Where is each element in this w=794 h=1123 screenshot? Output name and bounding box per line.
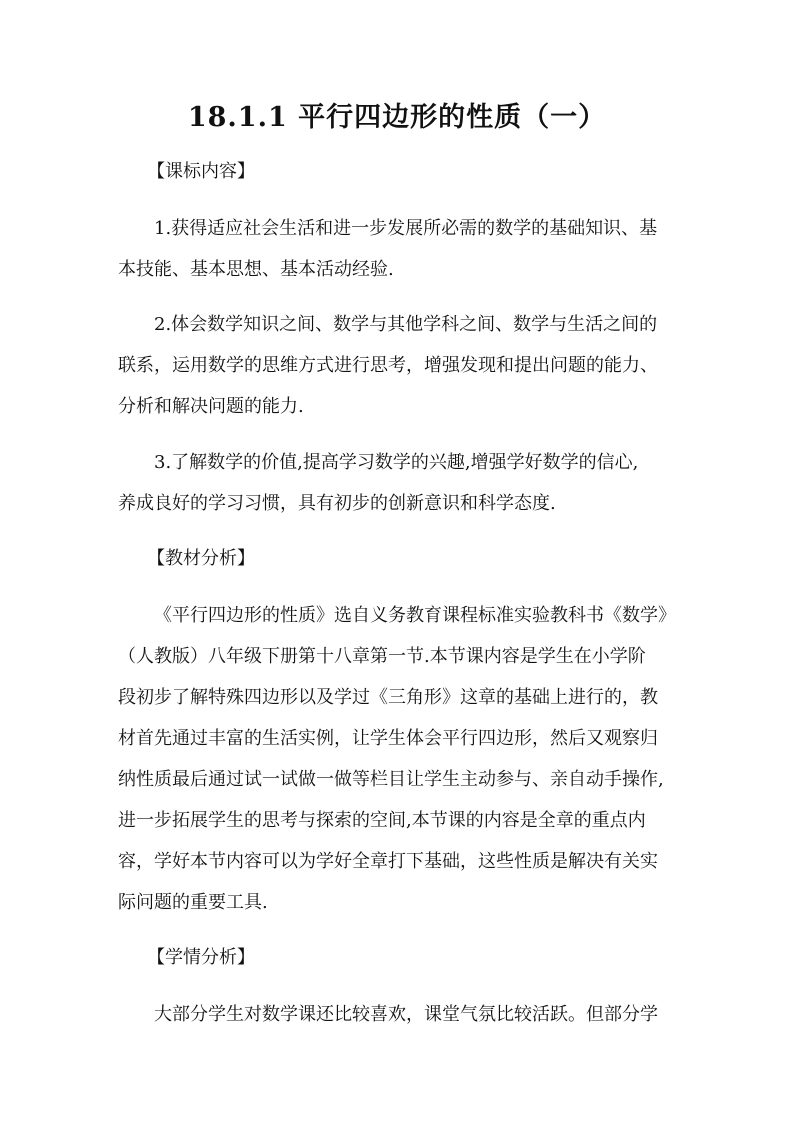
text-line: 纳性质最后通过试一试做一做等栏目让学生主动参与、亲自动手操作, [118, 769, 664, 790]
text-line: 3.了解数学的价值,提高学习数学的兴趣,增强学好数学的信心, [154, 452, 639, 473]
text-line: 本技能、基本思想、基本活动经验. [118, 259, 394, 280]
text-line: 际问题的重要工具. [118, 892, 268, 913]
paragraph-standards-2 [118, 304, 678, 427]
section-heading-student-analysis: 【学情分析】 [147, 947, 255, 968]
text-line: 联系，运用数学的思维方式进行思考，增强发现和提出问题的能力、 [118, 355, 658, 376]
text-line: 分析和解决问题的能力. [118, 396, 304, 417]
page-title: 18.1.1 平行四边形的性质（一） [187, 102, 607, 133]
text-line: 2.体会数学知识之间、数学与其他学科之间、数学与生活之间的 [154, 314, 658, 335]
text-line: 段初步了解特殊四边形以及学过《三角形》这章的基础上进行的，教 [118, 687, 658, 708]
paragraph-standards-1 [118, 208, 678, 290]
text-line: 进一步拓展学生的思考与探索的空间,本节课的内容是全章的重点内 [118, 810, 646, 831]
section-heading-textbook-analysis: 【教材分析】 [147, 548, 255, 569]
text-line: 《平行四边形的性质》选自义务教育课程标准实验教科书《数学》 [154, 605, 676, 626]
text-line: （人教版）八年级下册第十八章第一节.本节课内容是学生在小学阶 [118, 646, 646, 667]
text-line: 1.获得适应社会生活和进一步发展所必需的数学的基础知识、基 [154, 218, 658, 239]
paragraph-student-analysis [118, 994, 678, 1035]
text-line: 材首先通过丰富的生活实例，让学生体会平行四边形，然后又观察归 [118, 728, 658, 749]
section-heading-course-standards: 【课标内容】 [147, 161, 255, 182]
paragraph-standards-3 [118, 442, 678, 524]
text-line: 大部分学生对数学课还比较喜欢，课堂气氛比较活跃。但部分学 [154, 1004, 658, 1025]
paragraph-textbook-analysis [118, 595, 678, 923]
text-line: 养成良好的学习习惯，具有初步的创新意识和科学态度. [118, 493, 556, 514]
text-line: 容，学好本节内容可以为学好全章打下基础，这些性质是解决有关实 [118, 851, 658, 872]
